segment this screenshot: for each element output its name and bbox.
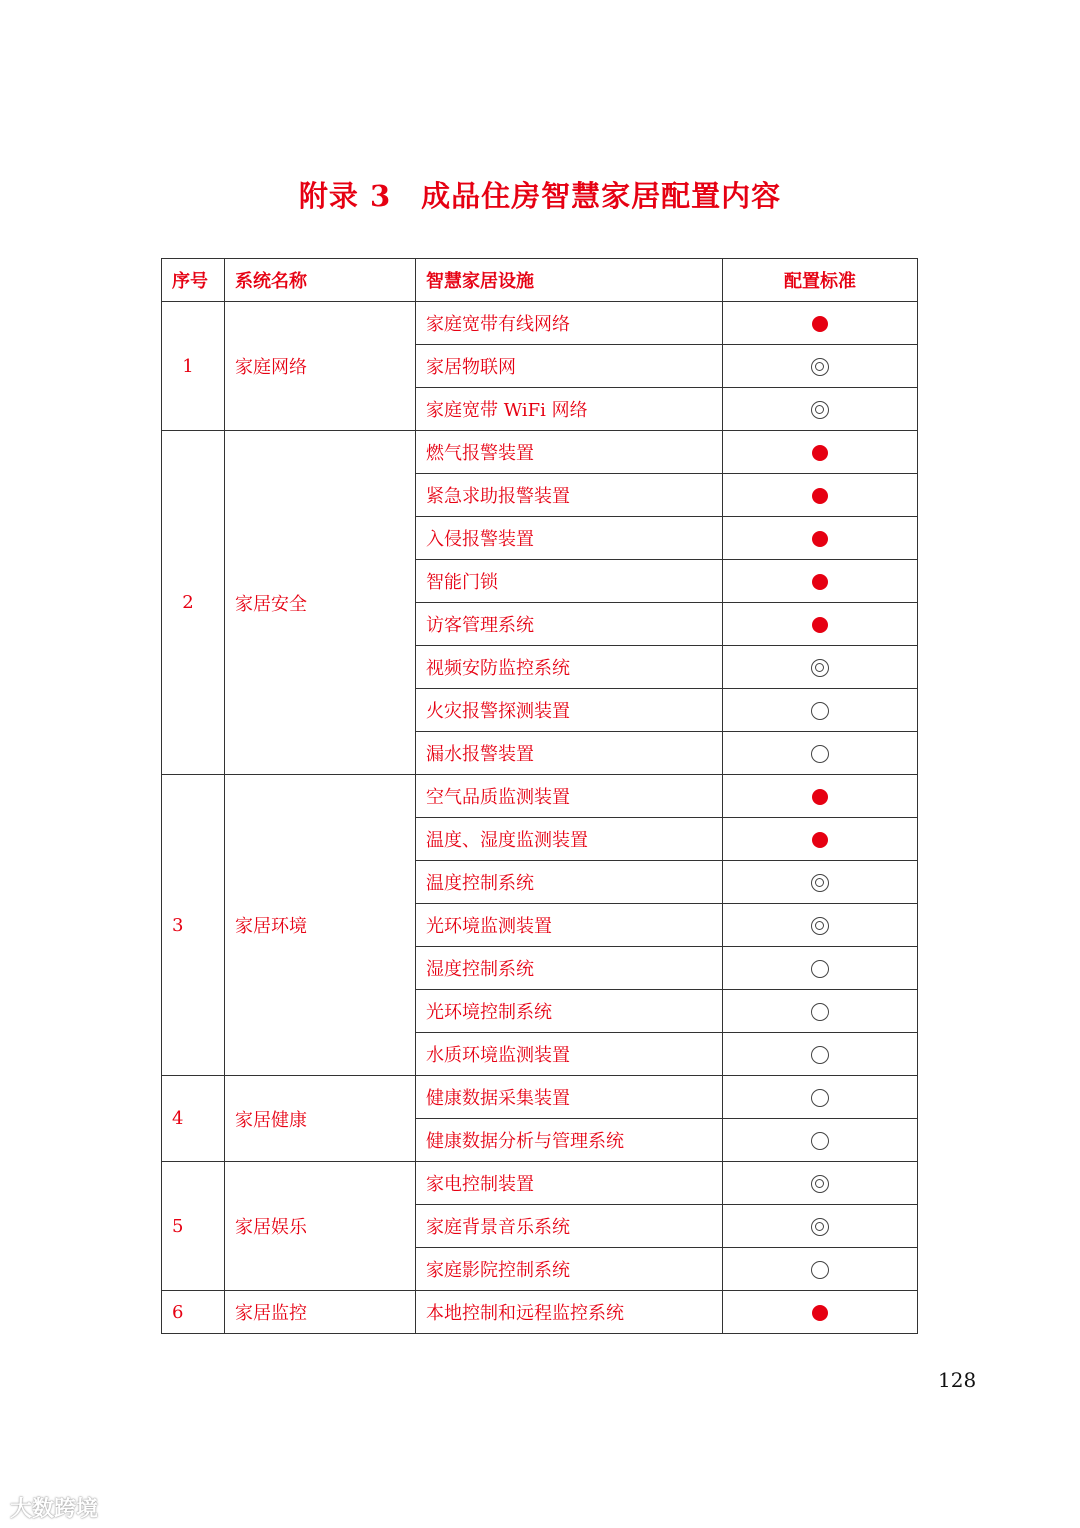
facility-name: 本地控制和远程监控系统: [416, 1291, 723, 1334]
facility-name: 水质环境监测装置: [416, 1033, 723, 1076]
standard-cell: [723, 646, 918, 689]
facility-name: 漏水报警装置: [416, 732, 723, 775]
facility-name: 家居物联网: [416, 345, 723, 388]
facility-name: 健康数据采集装置: [416, 1076, 723, 1119]
double-circle-icon: [811, 1218, 829, 1236]
facility-name: 智能门锁: [416, 560, 723, 603]
table-header-row: [162, 259, 918, 302]
standard-cell: [723, 388, 918, 431]
standard-cell: [723, 904, 918, 947]
standard-cell: [723, 302, 918, 345]
facility-name: 温度、湿度监测装置: [416, 818, 723, 861]
standard-cell: [723, 560, 918, 603]
header-facility: 智慧家居设施: [416, 259, 723, 302]
facility-name: 光环境控制系统: [416, 990, 723, 1033]
table-row: [162, 1162, 918, 1205]
group-number: 4: [162, 1076, 225, 1162]
group-number: 2: [162, 431, 225, 775]
standard-cell: [723, 1119, 918, 1162]
facility-name: 健康数据分析与管理系统: [416, 1119, 723, 1162]
system-name: 家庭网络: [225, 302, 416, 431]
system-name: 家居安全: [225, 431, 416, 775]
hollow-circle-icon: [811, 1089, 829, 1107]
facility-name: 光环境监测装置: [416, 904, 723, 947]
standard-cell: [723, 861, 918, 904]
double-circle-icon: [811, 358, 829, 376]
filled-circle-icon: [812, 832, 828, 848]
page-title: [0, 174, 1080, 215]
hollow-circle-icon: [811, 1046, 829, 1064]
facility-name: 入侵报警装置: [416, 517, 723, 560]
hollow-circle-icon: [811, 960, 829, 978]
standard-cell: [723, 1205, 918, 1248]
facility-name: 家电控制装置: [416, 1162, 723, 1205]
filled-circle-icon: [812, 789, 828, 805]
standard-cell: [723, 1291, 918, 1334]
filled-circle-icon: [812, 1305, 828, 1321]
header-number: 序号: [162, 259, 225, 302]
facility-name: 家庭影院控制系统: [416, 1248, 723, 1291]
filled-circle-icon: [812, 316, 828, 332]
facility-name: 家庭背景音乐系统: [416, 1205, 723, 1248]
facility-name: 湿度控制系统: [416, 947, 723, 990]
hollow-circle-icon: [811, 1261, 829, 1279]
appendix-label: 附录 3: [298, 179, 392, 213]
table-row: [162, 1076, 918, 1119]
standard-cell: [723, 431, 918, 474]
table-body: [162, 302, 918, 1334]
standard-cell: [723, 732, 918, 775]
page-number: 128: [938, 1368, 977, 1392]
standard-cell: [723, 818, 918, 861]
standard-cell: [723, 990, 918, 1033]
double-circle-icon: [811, 1175, 829, 1193]
standard-cell: [723, 947, 918, 990]
table-row: [162, 431, 918, 474]
table-row: [162, 302, 918, 345]
header-system-name: 系统名称: [225, 259, 416, 302]
system-name: 家居监控: [225, 1291, 416, 1334]
facility-name: 紧急求助报警装置: [416, 474, 723, 517]
double-circle-icon: [811, 917, 829, 935]
facility-name: 视频安防监控系统: [416, 646, 723, 689]
facility-name: 温度控制系统: [416, 861, 723, 904]
standard-cell: [723, 775, 918, 818]
standard-cell: [723, 1162, 918, 1205]
hollow-circle-icon: [811, 1003, 829, 1021]
facility-name: 火灾报警探测装置: [416, 689, 723, 732]
filled-circle-icon: [812, 445, 828, 461]
group-number: 1: [162, 302, 225, 431]
hollow-circle-icon: [811, 745, 829, 763]
filled-circle-icon: [812, 617, 828, 633]
standard-cell: [723, 1076, 918, 1119]
facility-name: 家庭宽带 WiFi 网络: [416, 388, 723, 431]
standard-cell: [723, 517, 918, 560]
system-name: 家居健康: [225, 1076, 416, 1162]
config-table: [161, 258, 918, 1334]
group-number: 6: [162, 1291, 225, 1334]
table-row: [162, 1291, 918, 1334]
appendix-title: 成品住房智慧家居配置内容: [421, 179, 782, 213]
standard-cell: [723, 1248, 918, 1291]
standard-cell: [723, 474, 918, 517]
double-circle-icon: [811, 401, 829, 419]
facility-name: 空气品质监测装置: [416, 775, 723, 818]
standard-cell: [723, 603, 918, 646]
group-number: 3: [162, 775, 225, 1076]
standard-cell: [723, 1033, 918, 1076]
hollow-circle-icon: [811, 1132, 829, 1150]
filled-circle-icon: [812, 574, 828, 590]
watermark: 大数跨境: [10, 1497, 99, 1522]
double-circle-icon: [811, 659, 829, 677]
facility-name: 家庭宽带有线网络: [416, 302, 723, 345]
hollow-circle-icon: [811, 702, 829, 720]
system-name: 家居环境: [225, 775, 416, 1076]
facility-name: 访客管理系统: [416, 603, 723, 646]
system-name: 家居娱乐: [225, 1162, 416, 1291]
standard-cell: [723, 345, 918, 388]
standard-cell: [723, 689, 918, 732]
double-circle-icon: [811, 874, 829, 892]
facility-name: 燃气报警装置: [416, 431, 723, 474]
filled-circle-icon: [812, 488, 828, 504]
group-number: 5: [162, 1162, 225, 1291]
filled-circle-icon: [812, 531, 828, 547]
header-standard: 配置标准: [723, 259, 918, 302]
table-row: [162, 775, 918, 818]
